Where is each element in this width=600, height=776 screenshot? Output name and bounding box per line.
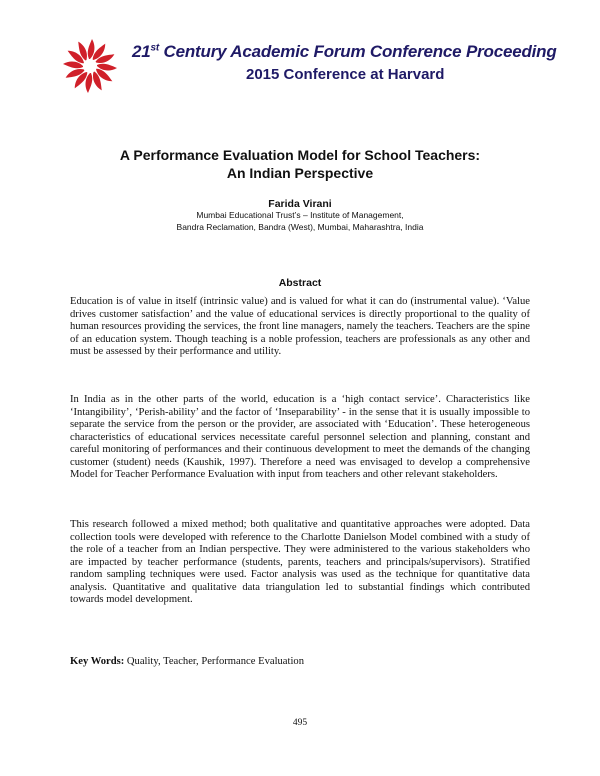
paper-title-line1: A Performance Evaluation Model for School Teachers: xyxy=(119,147,481,163)
sunburst-logo-icon xyxy=(62,38,118,94)
paper-title-line2: An Indian Perspective xyxy=(226,165,374,181)
conference-title: 21st Century Academic Forum Conference Proceeding xyxy=(132,42,557,61)
keywords-label: Key Words: xyxy=(70,656,125,667)
conference-header xyxy=(62,38,557,98)
conference-subtitle: 2015 Conference at Harvard xyxy=(246,66,445,83)
paper-title xyxy=(70,146,530,182)
keywords xyxy=(70,656,304,667)
affiliation-line2: Bandra Reclamation, Bandra (West), Mumbai, Maharashtra, India xyxy=(176,221,424,232)
page-number: 495 xyxy=(292,718,308,728)
author-affiliation xyxy=(70,210,530,233)
abstract-paragraph-3: This research followed a mixed method; both qualitative and quantitative approaches were adopted. Data collection tools were developed with reference to the Charlotte Danielson Model combined with a study of the role of a teacher from an Indian perspective. They were administered to the various stakeholders who are impacted by teacher performance (students, parents, teachers and principals/supervisors). Stratified random sampling techniques were used. Factor analysis was used as the technique for quantitative data analysis. Quantitative and qualitative data triangulation led to substantial findings which contributed towards model development. xyxy=(70,519,530,605)
keywords-value: Quality, Teacher, Performance Evaluation xyxy=(124,656,304,667)
abstract-paragraph-1: Education is of value in itself (intrinsic value) and is valued for what it can do (instrumental value). ‘Value drives customer satisfaction’ and the value of educational services is directly proportional to the quality of human resources providing the services, the front line managers, namely the teachers. Teachers are the spine of an education system. Though teaching is a noble profession, teachers are professionals as any other and must be assessed by their performance and utility. xyxy=(70,296,530,357)
affiliation-line1: Mumbai Educational Trust’s – Institute of Management, xyxy=(196,210,404,220)
abstract-heading: Abstract xyxy=(278,277,322,289)
author-name: Farida Virani xyxy=(268,198,332,210)
abstract-paragraph-2: In India as in the other parts of the world, education is a ‘high contact service’. Characteristics like ‘Intangibility’, ‘Perish-ability’ and the factor of ‘Inseparability’ - in the sense that it is usually impossible to separate the service from the person or the provider, are associated with ‘Education’. These heterogeneous characteristics of educational services necessitate careful personnel selection and planning, constant and careful monitoring of performances and their continuous development to meet the demands of the changing customer (student) needs (Kaushik, 1997). Therefore a need was envisaged to develop a comprehensive Model for Teacher Performance Evaluation with input from teachers and other relevant stakeholders. xyxy=(70,394,530,480)
